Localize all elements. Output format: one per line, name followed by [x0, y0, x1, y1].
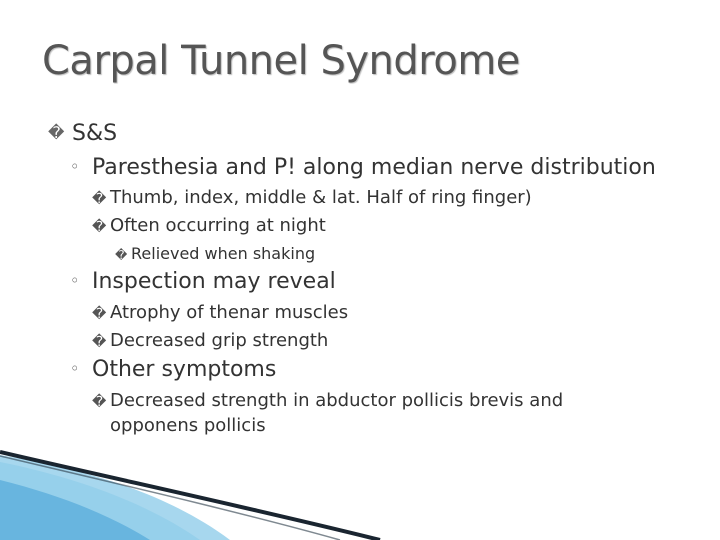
bullet-other-symptoms: [70, 357, 276, 382]
bullet-text: Decreased strength in abductor pollicis brevis and: [110, 390, 564, 411]
bullet-glyph: �: [92, 191, 107, 207]
bullet-decreased-strength: [92, 390, 563, 411]
bullet-inspection: [70, 269, 336, 294]
bullet-text: Decreased grip strength: [110, 330, 329, 351]
bullet-glyph: �: [92, 306, 107, 322]
bullet-text: Inspection may reveal: [92, 269, 336, 294]
bullet-night: [92, 215, 326, 236]
sub-bullet-glyph: ◦: [70, 157, 80, 176]
sub-bullet-glyph: ◦: [70, 271, 80, 290]
sub-bullet-glyph: ◦: [70, 359, 80, 378]
bullet-text: Atrophy of thenar muscles: [110, 302, 349, 323]
bullet-text: Paresthesia and P! along median nerve distribution: [92, 155, 656, 180]
bullet-glyph: �: [92, 394, 107, 410]
bullet-text: Other symptoms: [92, 357, 277, 382]
bullet-glyph: �: [48, 123, 65, 142]
bullet-grip: [92, 330, 328, 351]
bullet-text: Relieved when shaking: [131, 244, 316, 263]
bullet-atrophy: [92, 302, 348, 323]
bullet-text: Thumb, index, middle & lat. Half of ring finger): [110, 187, 532, 208]
slide-title: Carpal Tunnel Syndrome: [42, 38, 520, 84]
bullet-glyph: �: [92, 219, 107, 235]
bullet-glyph: �: [92, 334, 107, 350]
bullet-text: Often occurring at night: [110, 215, 326, 236]
bullet-decreased-strength-cont: opponens pollicis: [110, 415, 266, 436]
bullet-fingers: [92, 187, 532, 208]
bullet-relieved: [115, 244, 315, 263]
bullet-glyph: �: [115, 248, 128, 262]
bullet-heading: [48, 121, 117, 146]
bullet-heading-text: S&S: [72, 121, 118, 146]
bullet-paresthesia: [70, 155, 656, 180]
